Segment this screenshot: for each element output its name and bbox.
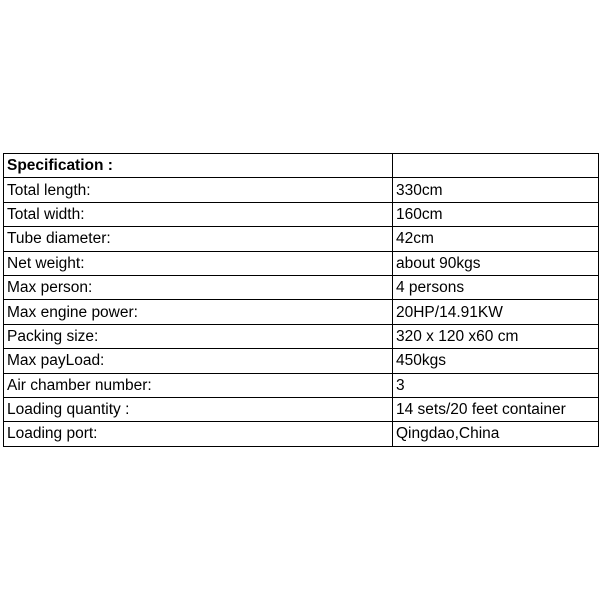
spec-heading: Specification : — [4, 154, 393, 178]
spec-row-total-length — [4, 178, 599, 202]
spec-row-max-person — [4, 275, 599, 299]
spec-label: Loading port: — [4, 422, 393, 446]
spec-value: 320 x 120 x60 cm — [393, 324, 599, 348]
spec-value: 14 sets/20 feet container — [393, 397, 599, 421]
spec-row-loading-port — [4, 422, 599, 446]
spec-row-tube-diameter — [4, 227, 599, 251]
spec-row-loading-quantity — [4, 397, 599, 421]
spec-header-row — [4, 154, 599, 178]
spec-label: Max engine power: — [4, 300, 393, 324]
spec-label: Total length: — [4, 178, 393, 202]
spec-value: 330cm — [393, 178, 599, 202]
spec-row-net-weight — [4, 251, 599, 275]
spec-label: Total width: — [4, 202, 393, 226]
spec-value: 4 persons — [393, 275, 599, 299]
spec-row-air-chamber-number — [4, 373, 599, 397]
spec-label: Packing size: — [4, 324, 393, 348]
spec-label: Net weight: — [4, 251, 393, 275]
spec-label: Max person: — [4, 275, 393, 299]
spec-row-max-payload — [4, 349, 599, 373]
spec-label: Tube diameter: — [4, 227, 393, 251]
spec-row-packing-size — [4, 324, 599, 348]
spec-value: 42cm — [393, 227, 599, 251]
spec-value: 450kgs — [393, 349, 599, 373]
spec-row-max-engine-power — [4, 300, 599, 324]
spec-value: about 90kgs — [393, 251, 599, 275]
spec-value: Qingdao,China — [393, 422, 599, 446]
spec-label: Air chamber number: — [4, 373, 393, 397]
spec-value: 160cm — [393, 202, 599, 226]
specification-table — [3, 153, 599, 447]
spec-heading-value — [393, 154, 599, 178]
spec-row-total-width — [4, 202, 599, 226]
spec-label: Loading quantity : — [4, 397, 393, 421]
spec-value: 20HP/14.91KW — [393, 300, 599, 324]
spec-label: Max payLoad: — [4, 349, 393, 373]
spec-value: 3 — [393, 373, 599, 397]
